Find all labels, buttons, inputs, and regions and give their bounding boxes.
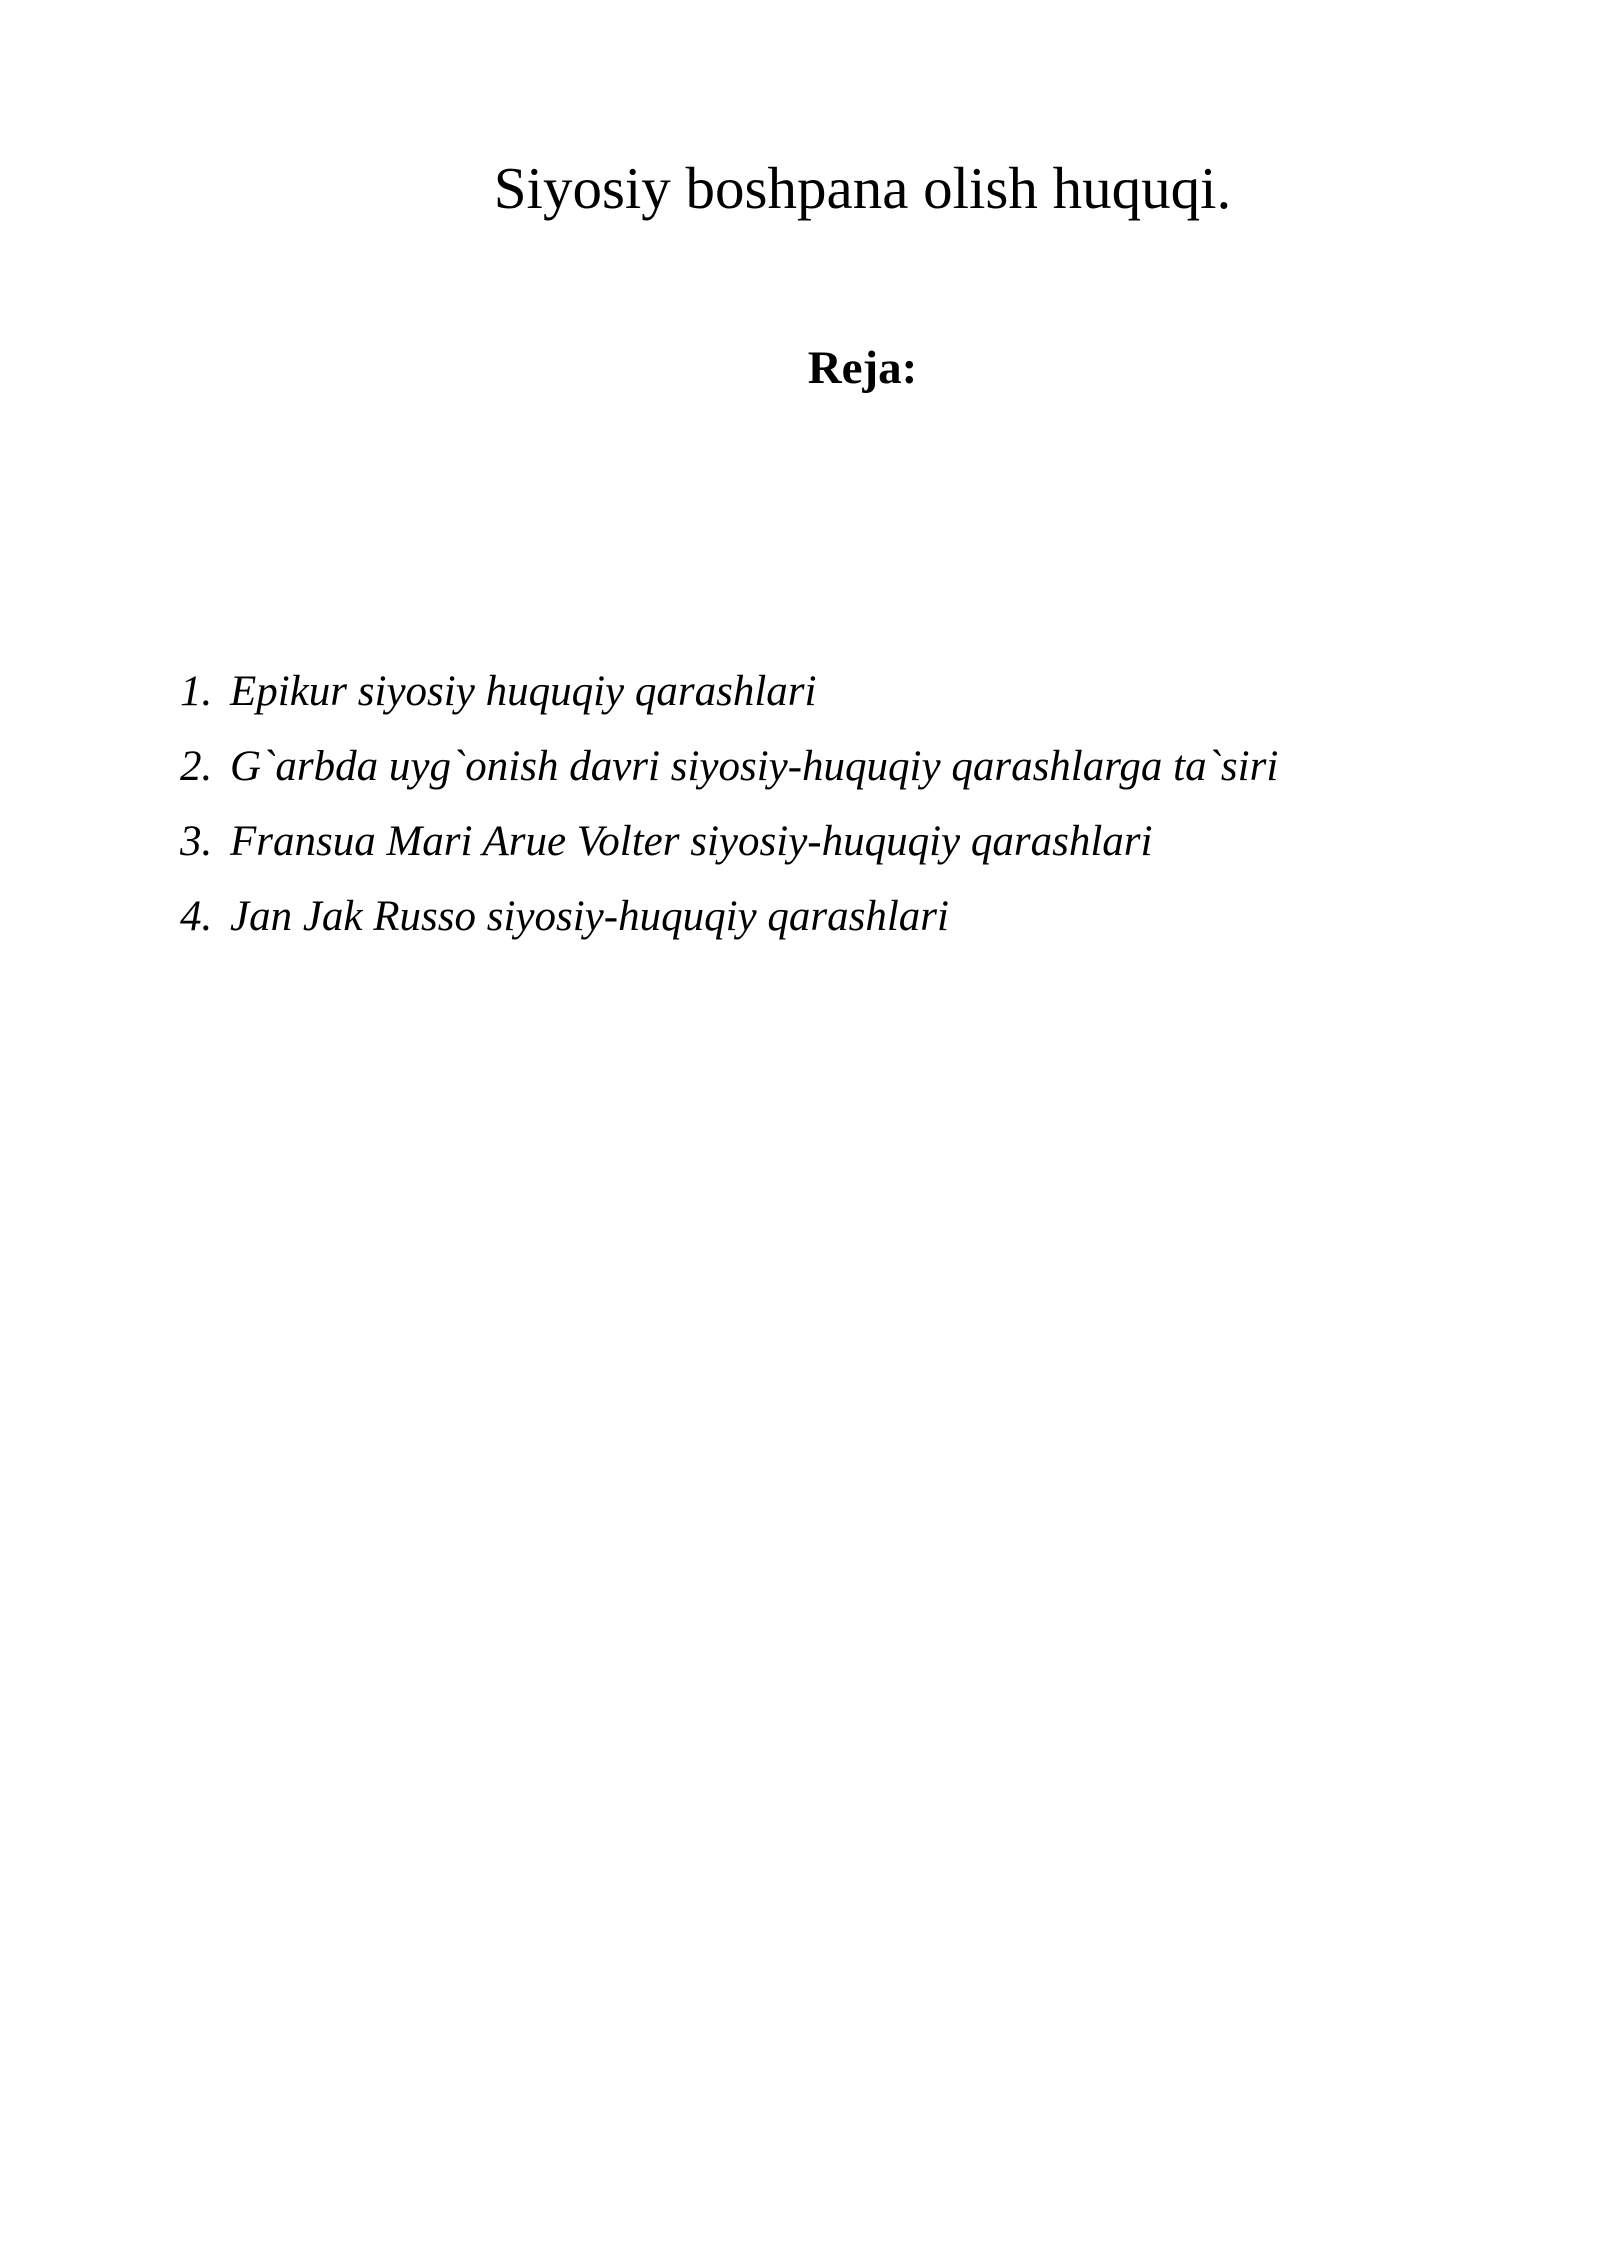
plan-item — [180, 662, 1278, 737]
plan-heading: Reja: — [807, 342, 918, 394]
plan-item-number: 3. — [180, 818, 213, 865]
plan-item-number: 4. — [180, 893, 213, 940]
plan-item — [180, 887, 1278, 962]
plan-item-text: Fransua Mari Arue Volter siyosiy-huquqiy qarashlari — [230, 818, 1153, 865]
plan-list — [180, 662, 1278, 962]
plan-item-text: G`arbda uyg`onish davri siyosiy-huquqiy qarashlarga ta`siri — [230, 743, 1279, 790]
plan-item — [180, 737, 1278, 812]
plan-item-text: Epikur siyosiy huquqiy qarashlari — [230, 668, 817, 715]
document-title: Siyosiy boshpana olish huquqi. — [493, 155, 1232, 221]
plan-item-text: Jan Jak Russo siyosiy-huquqiy qarashlari — [230, 893, 949, 940]
plan-item — [180, 812, 1278, 887]
plan-item-number: 1. — [180, 668, 213, 715]
plan-item-number: 2. — [180, 743, 213, 790]
